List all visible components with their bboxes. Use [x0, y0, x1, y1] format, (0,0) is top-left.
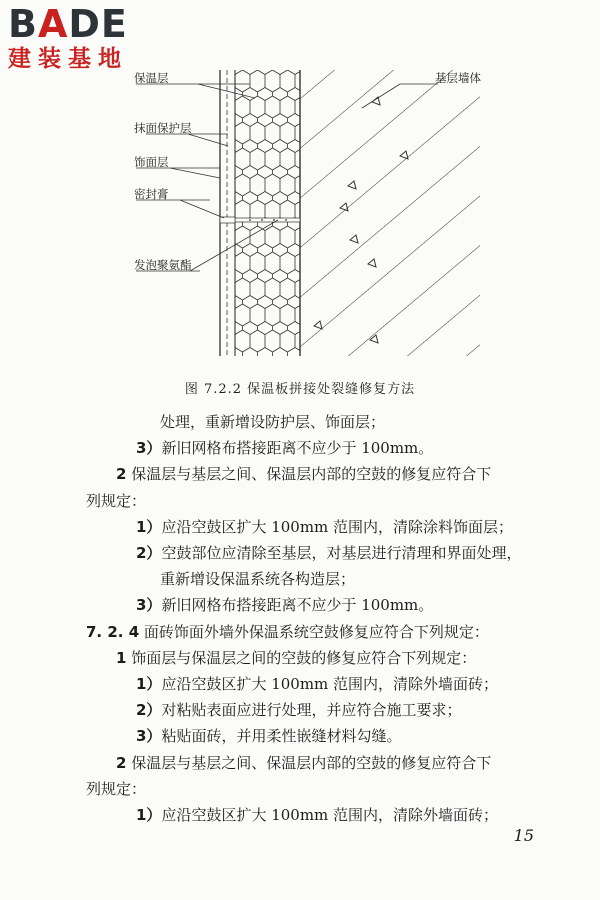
text-line	[136, 700, 461, 720]
line-text: 新旧网格布搭接距离不应少于 100mm。	[161, 439, 434, 458]
item-number: 2	[116, 753, 127, 772]
item-number: 2	[116, 465, 127, 484]
label-foam-pu: 发泡聚氨酯	[134, 258, 192, 272]
text-line	[136, 726, 401, 746]
text-line	[116, 464, 491, 484]
brand-logo	[8, 4, 128, 72]
page-number: 15	[513, 826, 534, 845]
text-line	[136, 595, 433, 615]
wall-section-diagram	[100, 68, 540, 368]
line-text: 重新增设保温系统各构造层；	[160, 570, 356, 589]
line-text: 对粘贴表面应进行处理，并应符合施工要求；	[161, 701, 462, 720]
text-line	[160, 569, 355, 589]
text-line	[136, 805, 498, 825]
diagram-drawing	[100, 68, 540, 368]
item-number: 1	[116, 648, 127, 667]
plaster-finish-layers	[220, 70, 235, 356]
brand-subtitle: 建装基地	[8, 46, 128, 72]
text-line	[136, 438, 433, 458]
item-number: 3）	[136, 727, 162, 746]
line-text: 应沿空鼓区扩大 100mm 范围内，清除涂料饰面层；	[161, 517, 514, 536]
line-text: 空鼓部位应清除至基层，对基层进行清理和界面处理，	[161, 544, 522, 562]
item-number: 1）	[136, 517, 162, 536]
label-finish-layer: 饰面层	[134, 155, 169, 169]
label-insulation: 保温层	[134, 71, 169, 85]
line-text: 粘贴面砖，并用柔性嵌缝材料勾缝。	[161, 727, 402, 746]
item-number: 7. 2. 4	[86, 622, 140, 641]
line-text: 新旧网格布搭接距离不应少于 100mm。	[161, 596, 434, 615]
item-number: 1）	[136, 675, 162, 693]
item-number: 2）	[136, 544, 162, 562]
figure-caption: 图 7.2.2 保温板拼接处裂缝修复方法	[184, 382, 416, 397]
insulation-layer	[235, 70, 300, 356]
text-line	[86, 779, 146, 799]
label-base-wall: 基层墙体	[435, 71, 481, 85]
text-line	[160, 412, 385, 432]
line-text: 列规定：	[86, 779, 147, 798]
item-number: 2）	[136, 701, 162, 720]
text-line	[136, 543, 521, 563]
line-text: 列规定：	[86, 491, 147, 510]
line-text: 应沿空鼓区扩大 100mm 范围内，清除外墙面砖；	[161, 806, 499, 824]
line-text: 保温层与基层之间、保温层内部的空鼓的修复应符合下	[126, 465, 492, 484]
base-wall	[300, 70, 480, 356]
item-number: 3）	[136, 596, 162, 615]
line-text: 饰面层与保温层之间的空鼓的修复应符合下列规定：	[126, 648, 477, 667]
line-text: 应沿空鼓区扩大 100mm 范围内，清除外墙面砖；	[161, 675, 499, 693]
text-line	[86, 491, 146, 511]
label-plaster-layer: 抹面保护层	[134, 121, 192, 135]
item-number: 3）	[136, 439, 162, 458]
label-sealant: 密封膏	[134, 187, 169, 201]
brand-name: BADE	[8, 2, 128, 46]
text-line	[136, 674, 498, 694]
item-number: 1）	[136, 806, 162, 824]
line-text: 面砖饰面外墙外保温系统空鼓修复应符合下列规定：	[139, 622, 489, 641]
text-line	[136, 517, 513, 537]
line-text: 处理，重新增设防护层、饰面层；	[160, 413, 386, 431]
text-line	[116, 753, 491, 773]
text-line	[86, 622, 489, 642]
line-text: 保温层与基层之间、保温层内部的空鼓的修复应符合下	[126, 753, 492, 772]
text-line	[116, 648, 476, 668]
